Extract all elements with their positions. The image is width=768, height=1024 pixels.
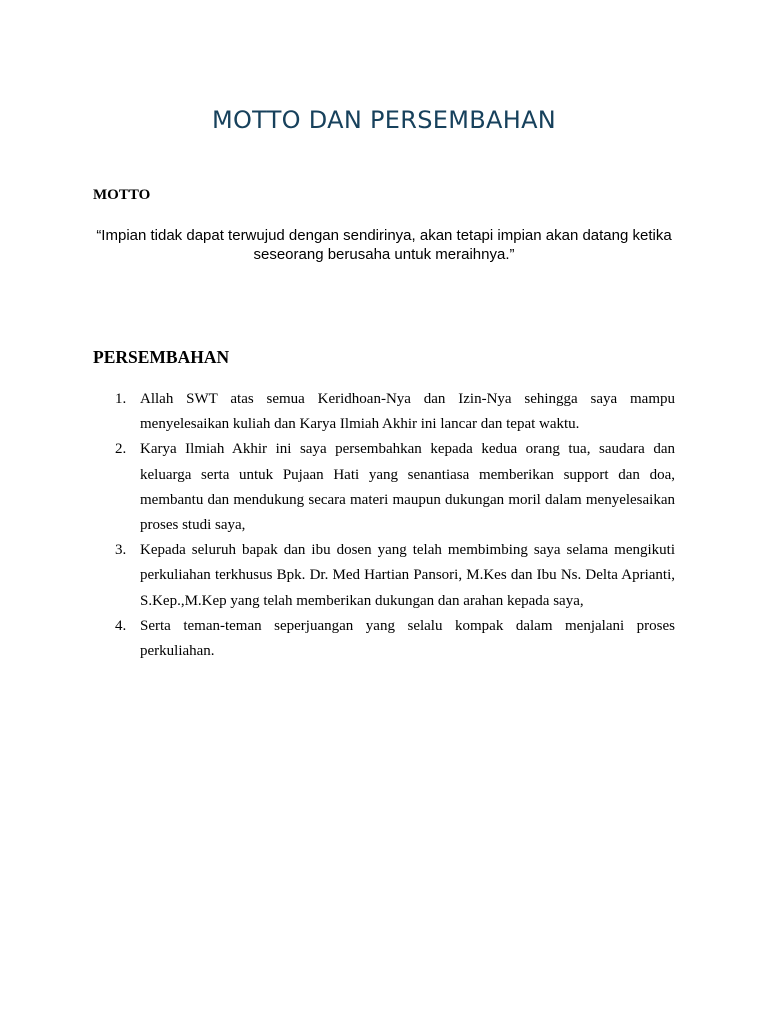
item-text: Kepada seluruh bapak dan ibu dosen yang telah membimbing saya selama mengikuti perkuliahan terkhusus Bpk. Dr. Med Hartian Pansori, M.Kes dan Ibu Ns. Delta Aprianti, S.Kep.,M.Kep yang telah memberikan dukungan dan arahan kepada saya, [140, 542, 675, 609]
item-text: Karya Ilmiah Akhir ini saya persembahkan kepada kedua orang tua, saudara dan keluarga serta untuk Pujaan Hati yang senantiasa memberikan support dan doa, membantu dan mendukung secara materi maupun dukungan moril dalam menyelesaikan proses studi saya, [140, 441, 675, 534]
item-number: 4. [115, 617, 127, 634]
persembahan-heading: PERSEMBAHAN [93, 347, 230, 367]
motto-quote: “Impian tidak dapat terwujud dengan sendirinya, akan tetapi impian akan datang ketika seseorang berusaha untuk meraihnya.” [96, 227, 672, 263]
item-number: 3. [115, 542, 127, 559]
page-title: MOTTO DAN PERSEMBAHAN [211, 106, 557, 134]
dedication-item-4 [93, 614, 675, 664]
motto-heading: MOTTO [93, 187, 151, 203]
dedication-item-2 [93, 437, 675, 538]
dedication-item-1 [93, 387, 675, 437]
dedication-list [93, 387, 675, 664]
item-number: 1. [115, 391, 127, 407]
item-text: Serta teman-teman seperjuangan yang selalu kompak dalam menjalani proses perkuliahan. [140, 617, 675, 660]
item-text: Allah SWT atas semua Keridhoan-Nya dan Izin-Nya sehingga saya mampu menyelesaikan kuliah dan Karya Ilmiah Akhir ini lancar dan tepat waktu. [140, 391, 675, 433]
item-number: 2. [115, 441, 127, 458]
dedication-item-3 [93, 538, 675, 614]
